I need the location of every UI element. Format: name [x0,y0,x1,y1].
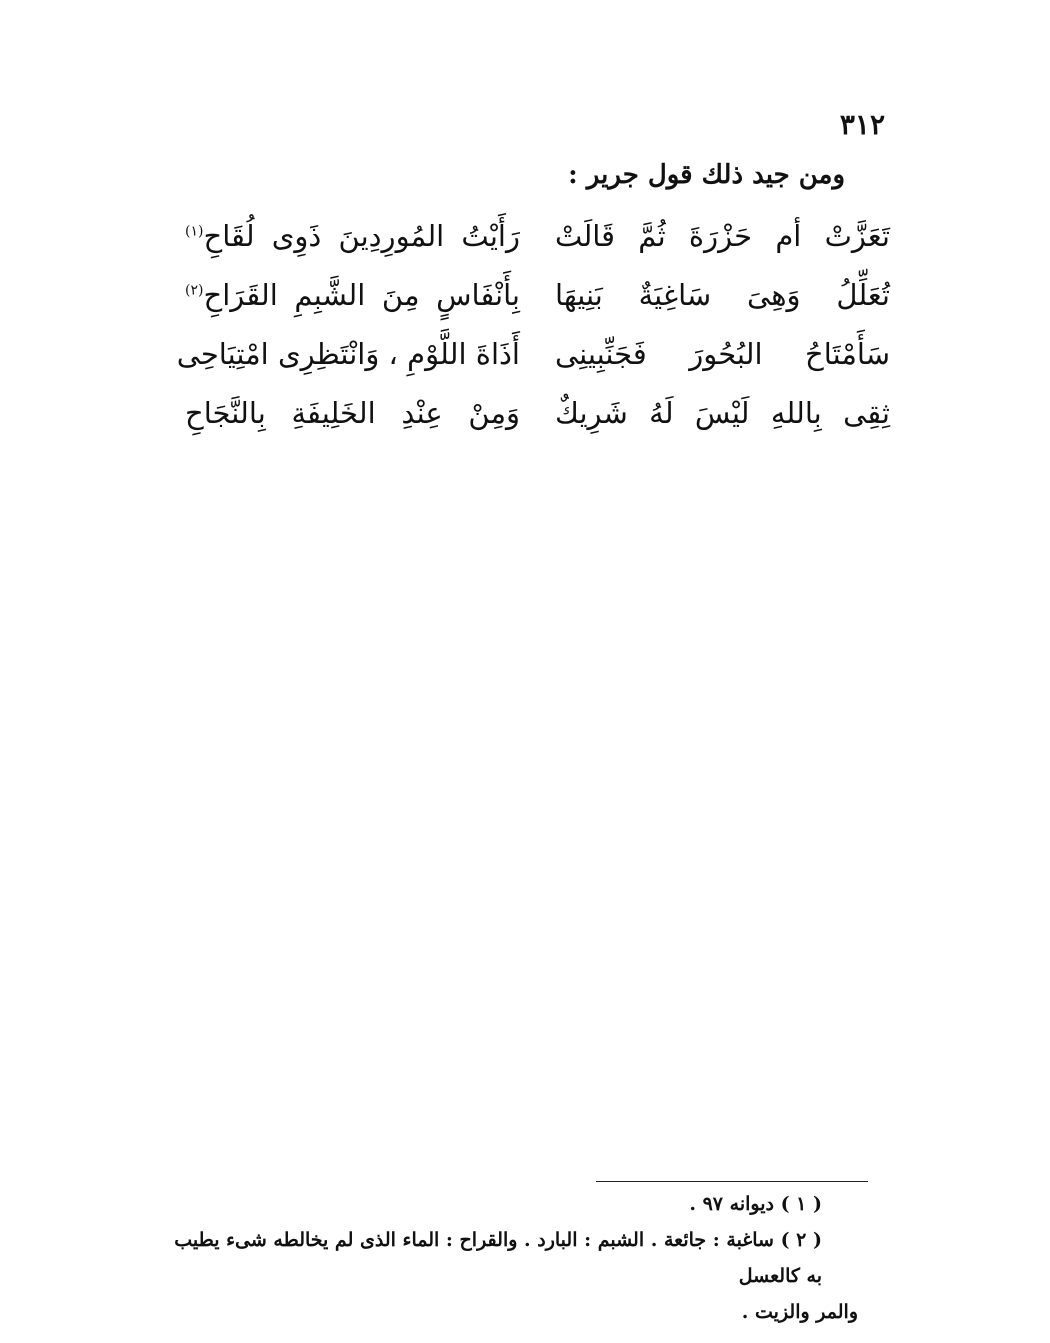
footnote-ref-2: (٢) [185,281,204,298]
verse-3-second-hemistich: أَذَاةَ اللَّوْمِ ، وَانْتَظِرِى امْتِيَاحِى [176,336,520,371]
verse-4-second-hemistich: وَمِنْ عِنْدِ الخَلِيفَةِ بِالنَّجَاحِ [185,395,520,430]
footnote-ref-1: (١) [185,222,204,239]
verse-1-first-hemistich: تَعَزَّتْ أم حَزْرَةَ ثُمَّ قَالَتْ [555,218,890,253]
footnote-separator [596,1181,868,1182]
verse-2-first-hemistich: تُعَلِّلُ وَهِىَ سَاغِيَةٌ بَنِيهَا [555,277,890,312]
verse-3 [176,324,890,383]
footnotes [170,1186,858,1330]
verse-1 [185,206,890,265]
footnote-2: ( ٢ ) ساغبة : جائعة . الشبم : البارد . والقراح : الماء الذى لم يخالطه شىء يطيب به كالعسل [174,1229,822,1287]
verse-4 [185,383,890,442]
verse-2-second-text: بِأَنْفَاسٍ مِنَ الشَّبِمِ القَرَاحِ [203,277,520,312]
verse-1-second-text: رَأَيْتُ المُورِدِينَ ذَوِى لُقَاحِ [203,218,520,253]
verse-2 [185,265,890,324]
intro-line: ومن جيد ذلك قول جرير : [568,160,845,190]
verse-1-second-hemistich [185,219,520,253]
footnote-2-continuation: والمر والزيت . [741,1301,858,1323]
verse-3-first-hemistich: سَأَمْتَاحُ البُحُورَ فَجَنِّبِينِى [555,336,890,371]
page-number: ٣١٢ [839,108,885,141]
verse-4-first-hemistich: ثِقِى بِاللهِ لَيْسَ لَهُ شَرِيكٌ [555,395,890,430]
verse-2-second-hemistich [185,278,520,312]
poem [176,206,890,442]
footnote-1: ( ١ ) ديوانه ٩٧ . [689,1193,822,1215]
